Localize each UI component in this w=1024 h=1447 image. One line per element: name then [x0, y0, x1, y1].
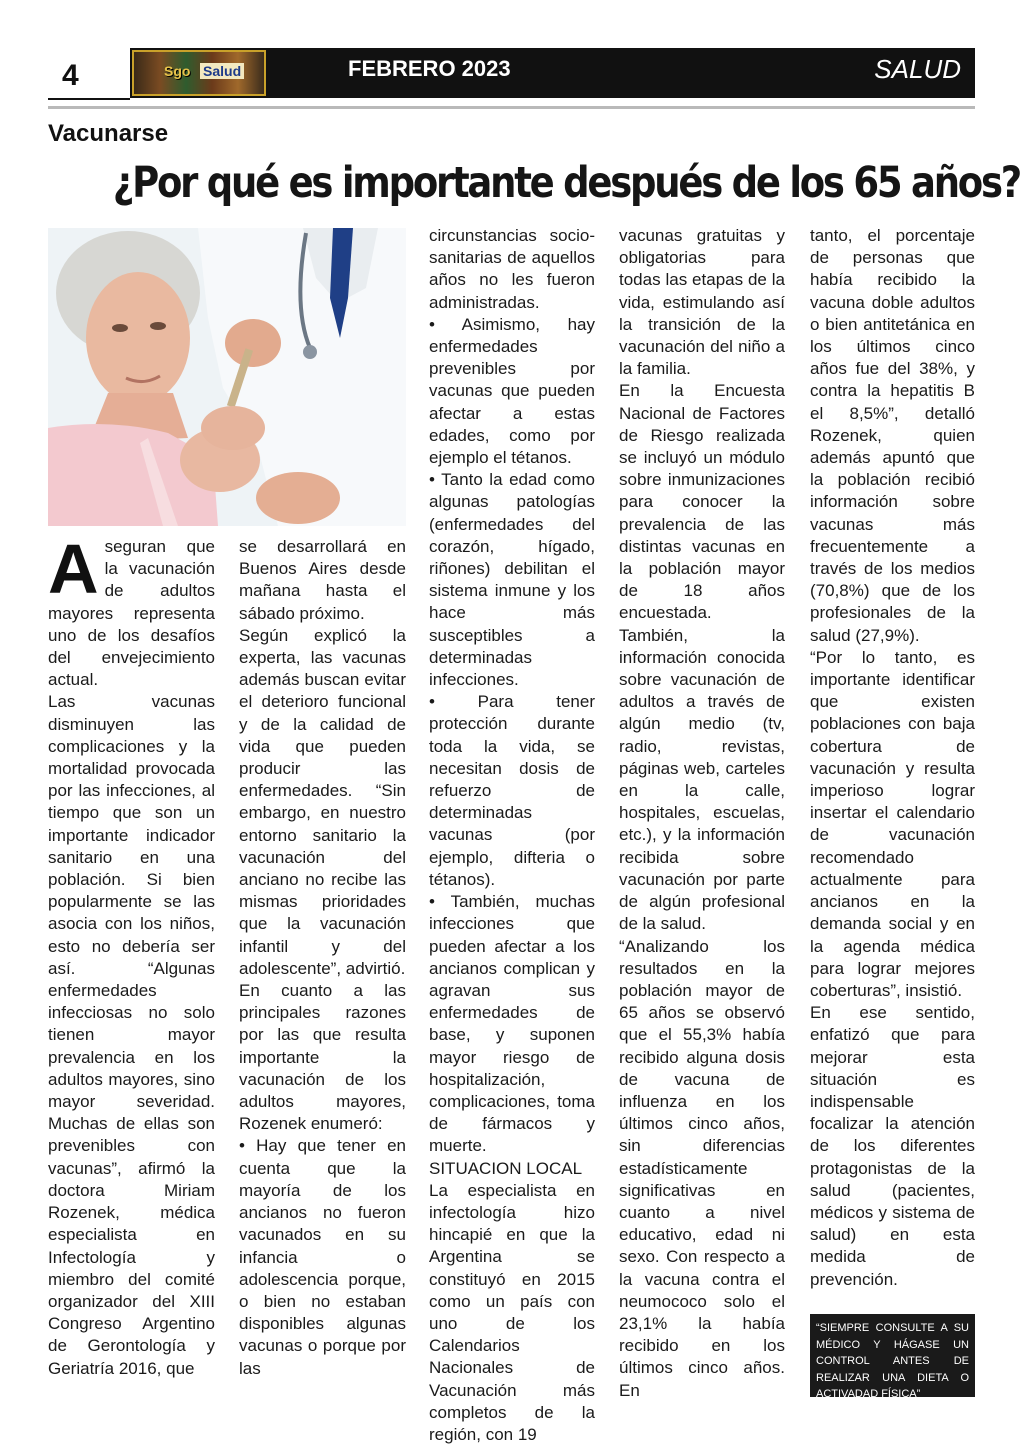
section-subhead: SITUACION LOCAL [429, 1158, 583, 1178]
article-column-3 [429, 225, 595, 1446]
col2-paragraph-1: se desarrollará en Buenos Aires desde mañana hasta el sábado próximo. [239, 537, 406, 623]
article-column-1 [48, 530, 215, 1380]
advice-callout-box: “SIEMPRE CONSULTE A SU MÉDICO Y HÁGASE UN CONTROL ANTES DE REALIZAR UNA DIETA O ACTIVADAD FÍSICA” [810, 1314, 975, 1397]
col3-paragraph-6: La especialista en infectología hizo hincapié en que la Argentina se constituyó en 2015 como un país con uno de los Calendarios Nacionales de Vacunación más completos de la región, con 19 [429, 1180, 595, 1444]
col1-paragraph-1: seguran que la vacunación de adultos mayores representa uno de los desafíos del envejecimiento actual. [48, 537, 215, 690]
article-column-4 [619, 225, 785, 1402]
article-kicker: Vacunarse [48, 120, 169, 147]
col4-paragraph-2: En la Encuesta Nacional de Factores de Riesgo realizada se incluyó un módulo sobre inmunizaciones para conocer la prevalencia de las distintas vacunas en la población mayor de 18 años encuestada. También, la información conocida sobre vacunación de adultos a través de algún medio (tv, radio, revistas, páginas web, carteles en la calle, hospitales, escuelas, etc.), y la información recibida sobre vacunación por parte de algún profesional de la salud. [619, 381, 785, 934]
col3-paragraph-1: circunstancias socio-sanitarias de aquellos años no les fueron administradas. [429, 226, 595, 312]
article-column-2 [239, 536, 406, 1380]
col4-paragraph-1: vacunas gratuitas y obligatorias para todas las etapas de la vida, estimulando así la transición de la vacunación del niño a la familia. [619, 226, 785, 379]
vaccination-illustration [48, 228, 406, 526]
header-divider [48, 106, 975, 109]
col5-paragraph-3: En ese sentido, enfatizó que para mejorar esta situación es indispensable focalizar la atención de los diferentes protagonistas de la salud (pacientes, médicos y sistema de salud) en esta medida de prevención. [810, 1003, 975, 1289]
col2-paragraph-2: Según explicó la experta, las vacunas además buscan evitar el deterioro funcional y de la calidad de vida que pueden producir las enfermedades. “Sin embargo, en nuestro entorno sanitario la vacunación del anciano no recibe las mismas prioridades que la vacunación infantil y del adolescente”, advirtió. [239, 625, 406, 978]
col1-paragraph-2: Las vacunas disminuyen las complicaciones y la mortalidad provocada por las infecciones, al tiempo que son un importante indicador sanitario en una población. Si bien popularmente se las asocia con los niños, esto no debería ser así. “Algunas enfermedades infecciosas no solo tienen mayor prevalencia en los adultos mayores, sino mayor severidad. Muchas de ellas son prevenibles con vacunas”, afirmó la doctora Miriam Rozenek, médica especialista en Infectología y miembro del comité organizador del XIII Congreso Argentino de Gerontología y Geriatría 2016, que [48, 692, 215, 1378]
col2-paragraph-4: • Hay que tener en cuenta que la mayoría de los ancianos no fueron vacunados en su infancia o adolescencia porque, o bien no estaban disponibles algunas vacunas o porque por las [239, 1136, 406, 1378]
col3-paragraph-5: • También, muchas infecciones que pueden afectar a los ancianos complican y agravan sus enfermedades de base, y suponen mayor riesgo de hospitalización, complicaciones, toma de fármacos y muerte. [429, 892, 595, 1156]
article-column-5 [810, 225, 975, 1291]
col3-paragraph-4: • Para tener protección durante toda la vida, se necesitan dosis de refuerzo de determinadas vacunas (por ejemplo, difteria o tétanos). [429, 692, 595, 889]
drop-cap: A [48, 530, 99, 608]
col5-paragraph-2: “Por lo tanto, es importante identificar que existen poblaciones con baja cobertura de vacunación y resulta imperioso lograr insertar el calendario de vacunación recomendado actualmente para ancianos en la demanda social y en la agenda médica para lograr mejores coberturas”, insistió. [810, 647, 975, 1000]
col3-paragraph-2: • Asimismo, hay enfermedades prevenibles por vacunas que pueden afectar a estas edades, como por ejemplo el tétanos. [429, 314, 595, 468]
page-header [48, 48, 975, 100]
col5-paragraph-1: tanto, el porcentaje de personas que había recibido la vacuna doble adultos o bien antitetánica en los últimos cinco años fue del 38%, y contra la hepatitis B el 8,5%”, detalló Rozenek, quien además apuntó que la población recibió información sobre vacunas más frecuentemente a través de los medios (70,8%) que de los profesionales de la salud (27,9%). [810, 226, 975, 645]
article-headline: ¿Por qué es importante después de los 65 años? [112, 158, 1020, 208]
logo-text-sgo: Sgo [164, 63, 191, 79]
issue-date: FEBRERO 2023 [348, 56, 511, 81]
col3-paragraph-3: • Tanto la edad como algunas patologías (enfermedades del corazón, hígado, riñones) debilitan el sistema inmune y los hace más susceptibles a determinadas infecciones. [429, 470, 595, 690]
page-number: 4 [48, 48, 130, 100]
section-name: SALUD [874, 54, 961, 84]
col4-paragraph-3: “Analizando los resultados en la población mayor de 65 años se observó que el 55,3% había recibido alguna dosis de vacuna de influenza en los últimos cinco años, sin diferencias estadísticamente significativas en cuanto a nivel educativo, edad ni sexo. Con respecto a la vacuna contra el neumococo solo el 23,1% la había recibido en los últimos cinco años. En [619, 936, 785, 1400]
sgo-salud-logo [132, 50, 266, 96]
col2-paragraph-3: En cuanto a las principales razones por las que resulta importante la vacunación de los adultos mayores, Rozenek enumeró: [239, 981, 406, 1134]
logo-text-salud: Salud [200, 63, 244, 79]
article-photo-vaccination [48, 228, 406, 526]
